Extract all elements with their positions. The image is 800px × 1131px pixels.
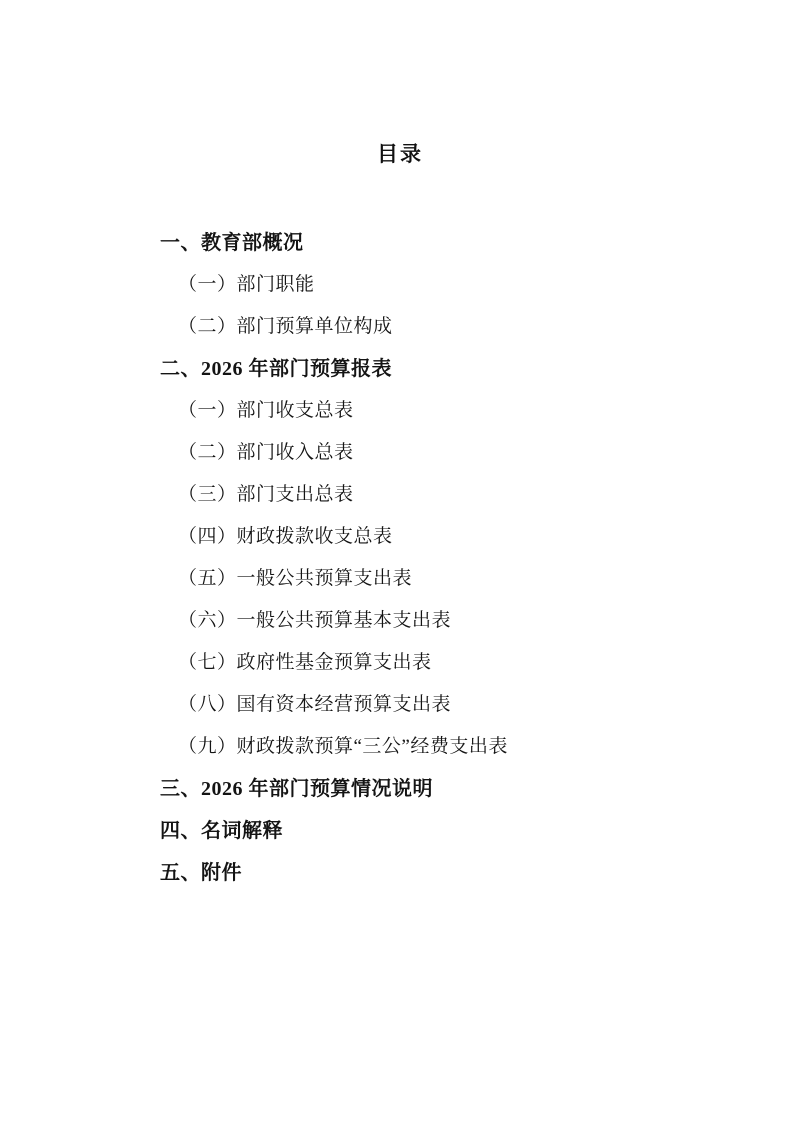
toc-item-level2[interactable]: （一）部门职能	[178, 274, 315, 295]
toc-item-level2[interactable]: （一）部门收支总表	[178, 400, 354, 421]
toc-item-level2[interactable]: （八）国有资本经营预算支出表	[178, 694, 452, 715]
toc-item-level2[interactable]: （六）一般公共预算基本支出表	[178, 610, 452, 631]
toc-item-level2[interactable]: （二）部门预算单位构成	[178, 316, 393, 337]
toc-item-level2[interactable]: （三）部门支出总表	[178, 484, 354, 505]
toc-item-level1[interactable]: 四、名词解释	[160, 820, 283, 842]
toc-item-level1[interactable]: 五、附件	[160, 862, 242, 884]
table-of-contents	[160, 222, 700, 894]
toc-item-level1[interactable]: 三、2026 年部门预算情况说明	[160, 778, 433, 800]
page-title: 目录	[377, 142, 423, 166]
toc-item-level1[interactable]: 一、教育部概况	[160, 232, 304, 254]
toc-item-level2[interactable]: （二）部门收入总表	[178, 442, 354, 463]
toc-item-level2[interactable]: （五）一般公共预算支出表	[178, 568, 413, 589]
toc-item-level2[interactable]: （七）政府性基金预算支出表	[178, 652, 432, 673]
toc-item-level2[interactable]: （九）财政拨款预算“三公”经费支出表	[178, 736, 508, 757]
toc-item-level2[interactable]: （四）财政拨款收支总表	[178, 526, 393, 547]
toc-item-level1[interactable]: 二、2026 年部门预算报表	[160, 358, 392, 380]
